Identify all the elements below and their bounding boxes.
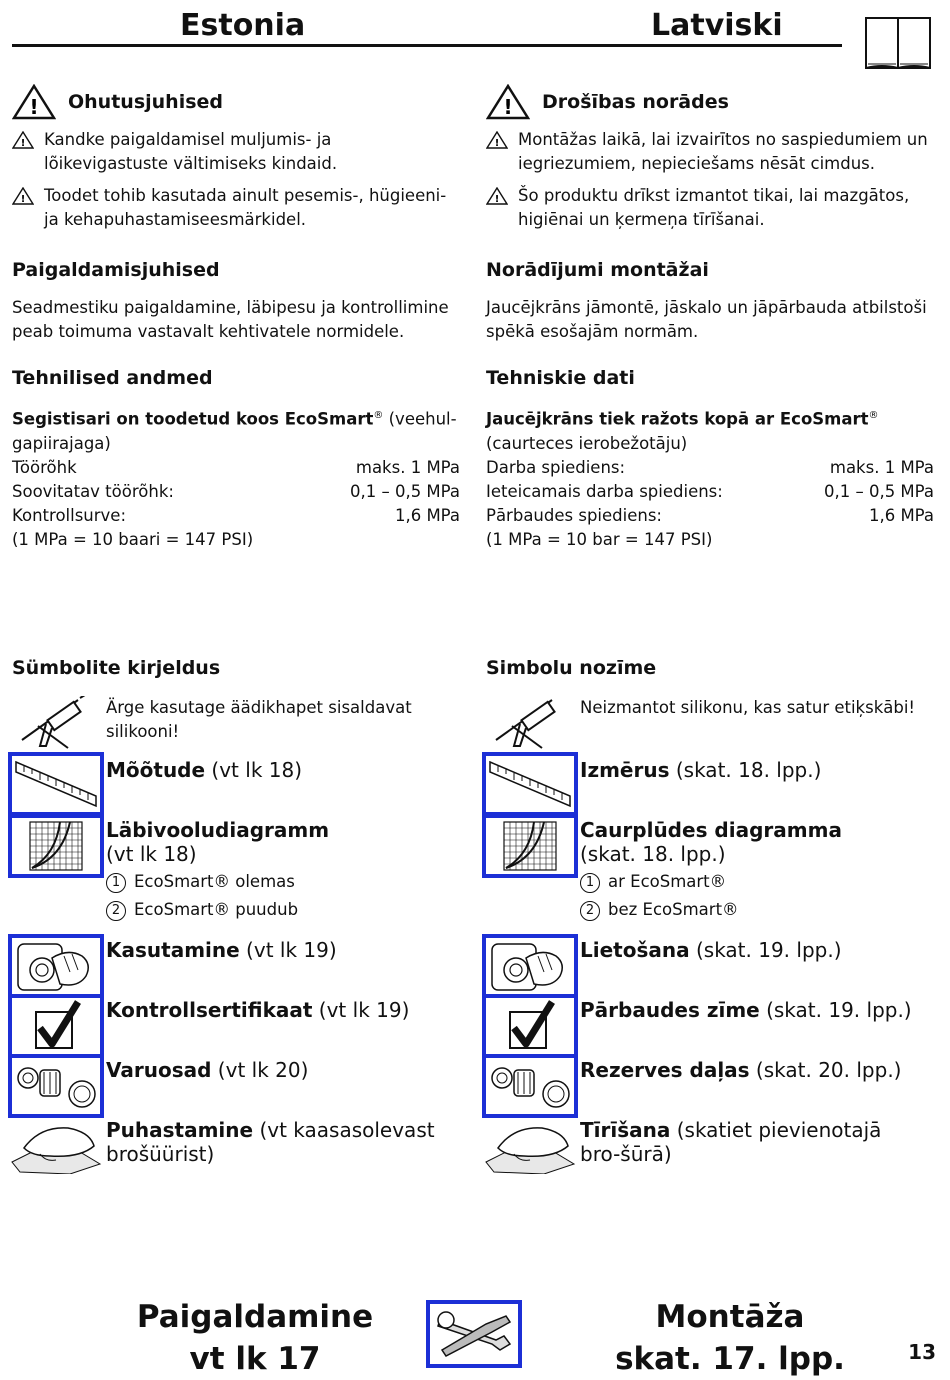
- warning-small-icon: [12, 131, 34, 149]
- left-tech-lead-rest: (veehul-gapiirajaga): [12, 409, 457, 453]
- hand-control-icon: [486, 938, 574, 994]
- left-symbols-title: Sümbolite kirjeldus: [12, 657, 221, 679]
- left-sym-cleaning: [106, 1118, 436, 1166]
- svg-text:!: !: [494, 194, 500, 205]
- svg-text:!: !: [20, 194, 26, 205]
- manual-book-icon: [864, 16, 932, 72]
- warning-icon: [486, 84, 530, 120]
- number-1-icon: 1: [106, 873, 126, 893]
- footer-right-line1: Montāža: [655, 1299, 805, 1335]
- symbol-parts-box: [8, 1054, 104, 1118]
- sym-label: Rezerves daļas: [580, 1058, 750, 1082]
- spec-value: maks. 1 MPa: [829, 457, 934, 477]
- spare-parts-icon: [486, 1058, 574, 1114]
- right-safety-text-1: Montāžas laikā, lai izvairītos no saspiedumiem un iegriezumiem, nepieciešams nēsāt cimdus.: [518, 130, 928, 173]
- sym-ref: (skat. 19. lpp.): [689, 938, 842, 962]
- right-sym-parts: [580, 1058, 901, 1082]
- sym-ref: (skat. 19. lpp.): [759, 998, 912, 1022]
- sym-ref: (skatiet pievienotajā bro-šūrā): [580, 1118, 882, 1166]
- spec-label: Soovitatav töörõhk:: [12, 481, 174, 501]
- symbol-certificate-box: [482, 994, 578, 1058]
- right-sym-certificate: [580, 998, 912, 1022]
- left-install-title: Paigaldamisjuhised: [12, 259, 220, 281]
- checkmark-icon: [12, 998, 100, 1054]
- left-symbols: [8, 656, 456, 1176]
- number-2-icon: 2: [580, 901, 600, 921]
- right-safety-item: [486, 128, 934, 176]
- symbol-usage-box: [8, 934, 104, 998]
- right-tech-lead: [486, 404, 934, 456]
- spec-value: 0,1 – 0,5 MPa: [349, 481, 460, 501]
- cleaning-cloth-icon: [10, 1118, 102, 1174]
- left-safety-title: Ohutusjuhised: [68, 91, 223, 113]
- warning-small-icon: [12, 187, 34, 205]
- header-left-title: Estonia: [180, 8, 306, 43]
- spec-value: 0,1 – 0,5 MPa: [823, 481, 934, 501]
- right-safety-item: [486, 184, 934, 232]
- flow-diagram-icon: [12, 818, 100, 874]
- symbol-certificate-box: [8, 994, 104, 1058]
- left-sym-dimensions: [106, 758, 302, 782]
- spec-label: Töörõhk: [12, 457, 77, 477]
- right-sym-usage: [580, 938, 842, 962]
- sym-label: Izmērus: [580, 758, 670, 782]
- flow-legend-text: ar EcoSmart®: [608, 872, 727, 891]
- header-right-title: Latviski: [651, 8, 783, 43]
- right-sym-flow: [580, 818, 842, 924]
- left-sym-parts: [106, 1058, 308, 1082]
- footer-right: [610, 1296, 850, 1380]
- flow-legend-text: EcoSmart® puudub: [134, 900, 299, 919]
- flow-legend-text: EcoSmart® olemas: [134, 872, 295, 891]
- symbol-parts-box: [482, 1054, 578, 1118]
- left-spec-row: [12, 504, 460, 528]
- sym-label: Kasutamine: [106, 938, 240, 962]
- silicone-gun-icon: [492, 696, 572, 750]
- flow-legend-2: [106, 896, 329, 924]
- right-symbols-title: Simbolu nozīme: [486, 657, 657, 679]
- spec-value: 1,6 MPa: [868, 505, 934, 525]
- left-sym-flow: [106, 818, 329, 924]
- right-spec-row: [486, 456, 934, 480]
- sym-ref: (skat. 20. lpp.): [749, 1058, 902, 1082]
- symbol-silicone-row: [8, 692, 456, 752]
- right-install-title: Norādījumi montāžai: [486, 259, 709, 281]
- spec-label: Pārbaudes spiediens:: [486, 505, 662, 525]
- footer-left-line2: vt lk 17: [189, 1341, 321, 1377]
- symbol-usage-box: [482, 934, 578, 998]
- sym-label: Varuosad: [106, 1058, 212, 1082]
- right-symbols: [482, 656, 930, 1176]
- svg-text:!: !: [29, 95, 39, 119]
- sym-ref: (skat. 18. lpp.): [580, 842, 726, 866]
- left-sym-certificate: [106, 998, 409, 1022]
- sym-label: Kontrollsertifikaat: [106, 998, 313, 1022]
- registered-mark: ®: [868, 410, 879, 421]
- right-install-text: Jaucējkrāns jāmontē, jāskalo un jāpārbauda atbilstoši spēkā esošajām normām.: [486, 298, 927, 341]
- left-safety-item: [12, 184, 460, 232]
- sym-ref: (vt lk 19): [312, 998, 410, 1022]
- right-sym-dimensions: [580, 758, 821, 782]
- flow-legend-2: [580, 896, 842, 924]
- sym-ref: (vt lk 19): [239, 938, 337, 962]
- symbol-cleaning-row: [482, 1114, 930, 1174]
- sym-label: Lietošana: [580, 938, 690, 962]
- ruler-icon: [12, 756, 100, 812]
- left-safety-item: [12, 128, 460, 176]
- right-tech-lead-rest: (caurteces ierobežotāju): [486, 433, 688, 453]
- footer-right-line2: skat. 17. lpp.: [615, 1341, 845, 1377]
- flow-legend-1: [580, 868, 842, 896]
- left-tech-title: Tehnilised andmed: [12, 367, 213, 389]
- spec-label: Ieteicamais darba spiediens:: [486, 481, 723, 501]
- spec-value: 1,6 MPa: [394, 505, 460, 525]
- footer-left: [130, 1296, 380, 1380]
- flow-legend-text: bez EcoSmart®: [608, 900, 739, 919]
- svg-text:!: !: [494, 138, 500, 149]
- svg-text:!: !: [20, 138, 26, 149]
- sym-ref: (vt lk 20): [211, 1058, 309, 1082]
- spec-label: Darba spiediens:: [486, 457, 626, 477]
- registered-mark: ®: [373, 410, 384, 421]
- symbol-dimensions-box: [482, 752, 578, 816]
- right-tech-lead-bold: Jaucējkrāns tiek ražots kopā ar EcoSmart: [486, 409, 869, 429]
- silicone-gun-icon: [18, 696, 98, 750]
- symbol-dimensions-box: [8, 752, 104, 816]
- checkmark-icon: [486, 998, 574, 1054]
- svg-text:!: !: [503, 95, 513, 119]
- sym-label: Tīrīšana: [580, 1118, 671, 1142]
- symbol-flow-box: [482, 814, 578, 878]
- number-2-icon: 2: [106, 901, 126, 921]
- left-tech-lead-bold: Segistisari on toodetud koos EcoSmart: [12, 409, 374, 429]
- left-tech-lead: [12, 404, 460, 456]
- sym-label: Pārbaudes zīme: [580, 998, 760, 1022]
- sym-label: Läbivooludiagramm: [106, 818, 330, 842]
- left-spec-row: [12, 480, 460, 504]
- left-safety-text-1: Kandke paigaldamisel muljumis- ja lõikevigastuste vältimiseks kindaid.: [44, 130, 338, 173]
- right-sym-cleaning: [580, 1118, 910, 1166]
- sym-ref: (vt lk 18): [106, 842, 197, 866]
- left-spec-row: [12, 456, 460, 480]
- sym-label: Mõõtude: [106, 758, 206, 782]
- left-tech-note: (1 MPa = 10 baari = 147 PSI): [12, 529, 254, 549]
- sym-ref: (skat. 18. lpp.): [669, 758, 822, 782]
- spec-value: maks. 1 MPa: [355, 457, 460, 477]
- sym-label: Caurplūdes diagramma: [580, 818, 842, 842]
- symbol-flow-box: [8, 814, 104, 878]
- right-safety-text-2: Šo produktu drīkst izmantot tikai, lai mazgātos, higiēnai un ķermeņa tīrīšanai.: [518, 186, 910, 229]
- hand-control-icon: [12, 938, 100, 994]
- spare-parts-icon: [12, 1058, 100, 1114]
- symbol-cleaning-row: [8, 1114, 456, 1174]
- left-sym-usage: [106, 938, 337, 962]
- footer-left-line1: Paigaldamine: [136, 1299, 374, 1335]
- flow-diagram-icon: [486, 818, 574, 874]
- right-safety-title: Drošības norādes: [542, 91, 729, 113]
- ruler-icon: [486, 756, 574, 812]
- left-install-text: Seadmestiku paigaldamine, läbipesu ja kontrollimine peab toimuma vastavalt kehtivatele normidele.: [12, 298, 449, 341]
- right-spec-row: [486, 480, 934, 504]
- right-column: [486, 84, 934, 552]
- left-column: [12, 84, 460, 552]
- symbol-silicone-row: [482, 692, 930, 752]
- right-tech-note: (1 MPa = 10 bar = 147 PSI): [486, 529, 713, 549]
- right-tech-title: Tehniskie dati: [486, 367, 635, 389]
- spec-label: Kontrollsurve:: [12, 505, 127, 525]
- warning-icon: [12, 84, 56, 120]
- left-safety-text-2: Toodet tohib kasutada ainult pesemis-, hügieeni- ja kehapuhastamiseesmärkidel.: [44, 186, 447, 229]
- cleaning-cloth-icon: [484, 1118, 576, 1174]
- left-sym-silicone-text: Ärge kasutage äädikhapet sisaldavat silikooni!: [106, 698, 412, 741]
- right-spec-row: [486, 504, 934, 528]
- flow-legend-1: [106, 868, 329, 896]
- right-sym-silicone-text: Neizmantot silikonu, kas satur etiķskābi!: [580, 698, 916, 717]
- sym-label: Puhastamine: [106, 1118, 254, 1142]
- warning-small-icon: [486, 187, 508, 205]
- warning-small-icon: [486, 131, 508, 149]
- sym-ref: (vt kaasasolevast brošüürist): [106, 1118, 435, 1166]
- sym-ref: (vt lk 18): [205, 758, 303, 782]
- number-1-icon: 1: [580, 873, 600, 893]
- tools-icon: [426, 1300, 522, 1368]
- header-rule: [12, 44, 842, 47]
- page-number: 13: [908, 1340, 936, 1364]
